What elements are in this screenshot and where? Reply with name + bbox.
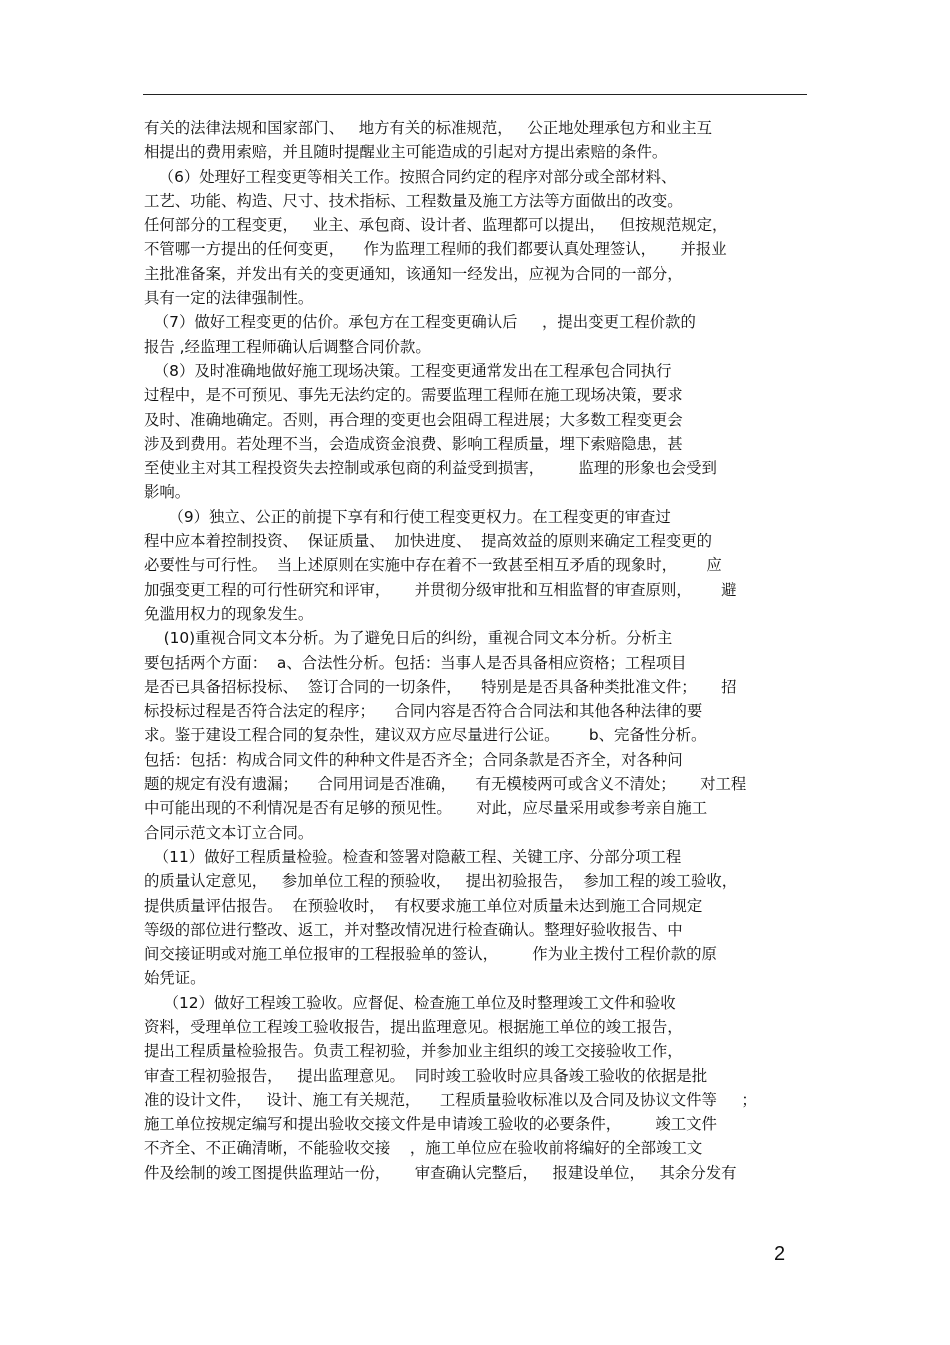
- text-line: 过程中，是不可预见、事先无法约定的。需要监理工程师在施工现场决策，要求: [144, 386, 683, 405]
- text-line: 有关的法律法规和国家部门、 地方有关的标准规范， 公正地处理承包方和业主互: [144, 119, 713, 137]
- text-line: 要包括两个方面： a、合法性分析。包括：当事人是否具备相应资格；工程项目: [144, 653, 687, 672]
- text-line: 准的设计文件， 设计、施工有关规范， 工程质量验收标准以及合同及协议文件等 ；: [144, 1090, 757, 1109]
- header-rule: [143, 94, 807, 95]
- text-line: 是否已具备招标投标、 签订合同的一切条件， 特别是是否具备种类批准文件； 招: [144, 677, 737, 696]
- text-line: 标投标过程是否符合法定的程序； 合同内容是否符合合同法和其他各种法律的要: [144, 702, 703, 721]
- text-line: 施工单位按规定编写和提出验收交接文件是申请竣工验收的必要条件， 竣工文件: [144, 1115, 717, 1134]
- text-line: 不管哪一方提出的任何变更， 作为监理工程师的我们都要认真处理签认， 并报业: [144, 240, 727, 259]
- text-line: 审查工程初验报告， 提出监理意见。 同时竣工验收时应具备竣工验收的依据是批: [144, 1066, 708, 1085]
- text-line: 必要性与可行性。 当上述原则在实施中存在着不一致甚至相互矛盾的现象时， 应: [144, 556, 722, 575]
- text-line: 的质量认定意见， 参加单位工程的预验收， 提出初验报告， 参加工程的竣工验收，: [144, 872, 738, 891]
- text-line: 求。鉴于建设工程合同的复杂性，建议双方应尽量进行公证。 b、完备性分析。: [144, 726, 707, 745]
- text-line: 不齐全、不正确清晰，不能验收交接 ，施工单位应在验收前将编好的全部竣工文: [144, 1139, 703, 1158]
- text-line: 题的规定有没有遗漏； 合同用词是否准确， 有无模棱两可或含义不清处； 对工程: [144, 775, 747, 794]
- text-line: 资料，受理单位工程竣工验收报告，提出监理意见。根据施工单位的竣工报告，: [144, 1017, 683, 1036]
- text-line: 及时、准确地确定。否则，再合理的变更也会阻碍工程进展；大多数工程变更会: [144, 410, 683, 429]
- text-line: （11）做好工程质量检验。检查和签署对隐蔽工程、关键工序、分部分项工程: [144, 847, 682, 866]
- text-line: 具有一定的法律强制性。: [144, 289, 314, 308]
- text-line: 始凭证。: [144, 969, 206, 988]
- text-line: （8）及时准确地做好施工现场决策。工程变更通常发出在工程承包合同执行: [144, 361, 672, 380]
- text-line: （12）做好工程竣工验收。应督促、检查施工单位及时整理竣工文件和验收: [144, 993, 676, 1012]
- text-line: 相提出的费用索赔，并且随时提醒业主可能造成的引起对方提出索赔的条件。: [144, 143, 668, 162]
- text-line: (10)重视合同文本分析。为了避免日后的纠纷，重视合同文本分析。分析主: [144, 629, 673, 648]
- text-line: 提供质量评估报告。 在预验收时， 有权要求施工单位对质量未达到施工合同规定: [144, 896, 703, 915]
- text-line: 提出工程质量检验报告。负责工程初验，并参加业主组织的竣工交接验收工作，: [144, 1042, 683, 1061]
- text-line: 至使业主对其工程投资失去控制或承包商的利益受到损害， 监理的形象也会受到: [144, 459, 717, 478]
- text-line: 合同示范文本订立合同。: [144, 823, 314, 842]
- text-line: 任何部分的工程变更， 业主、承包商、设计者、监理都可以提出， 但按规范规定，: [144, 216, 728, 235]
- text-line: （9）独立、公正的前提下享有和行使工程变更权力。在工程变更的审查过: [144, 507, 671, 526]
- text-line: 工艺、功能、构造、尺寸、技术指标、工程数量及施工方法等方面做出的改变。: [144, 191, 683, 210]
- page-number: 2: [774, 1243, 786, 1265]
- text-line: （6）处理好工程变更等相关工作。按照合同约定的程序对部分或全部材料、: [144, 167, 677, 186]
- text-line: 报告 ,经监理工程师确认后调整合同价款。: [144, 337, 431, 356]
- body-text: [144, 116, 814, 1185]
- text-line: 涉及到费用。若处理不当，会造成资金浪费、影响工程质量，埋下索赔隐患，甚: [144, 434, 683, 453]
- text-line: 件及绘制的竣工图提供监理站一份， 审查确认完整后， 报建设单位， 其余分发有: [144, 1163, 737, 1182]
- text-line: 间交接证明或对施工单位报审的工程报验单的签认， 作为业主拨付工程价款的原: [144, 945, 717, 964]
- text-line: 中可能出现的不利情况是否有足够的预见性。 对此，应尽量采用或参考亲自施工: [144, 799, 708, 818]
- text-line: （7）做好工程变更的估价。承包方在工程变更确认后 ，提出变更工程价款的: [144, 313, 696, 332]
- text-line: 主批准备案，并发出有关的变更通知，该通知一经发出，应视为合同的一部分，: [144, 264, 683, 283]
- text-line: 程中应本着控制投资、 保证质量、 加快进度、 提高效益的原则来确定工程变更的: [144, 532, 713, 551]
- text-line: 包括：包括：构成合同文件的种种文件是否齐全；合同条款是否齐全，对各种问: [144, 750, 683, 769]
- text-line: 影响。: [144, 483, 191, 502]
- text-line: 等级的部位进行整改、返工，并对整改情况进行检查确认。整理好验收报告、中: [144, 920, 683, 939]
- text-line: 免滥用权力的现象发生。: [144, 604, 314, 623]
- text-line: 加强变更工程的可行性研究和评审， 并贯彻分级审批和互相监督的审查原则， 避: [144, 580, 737, 599]
